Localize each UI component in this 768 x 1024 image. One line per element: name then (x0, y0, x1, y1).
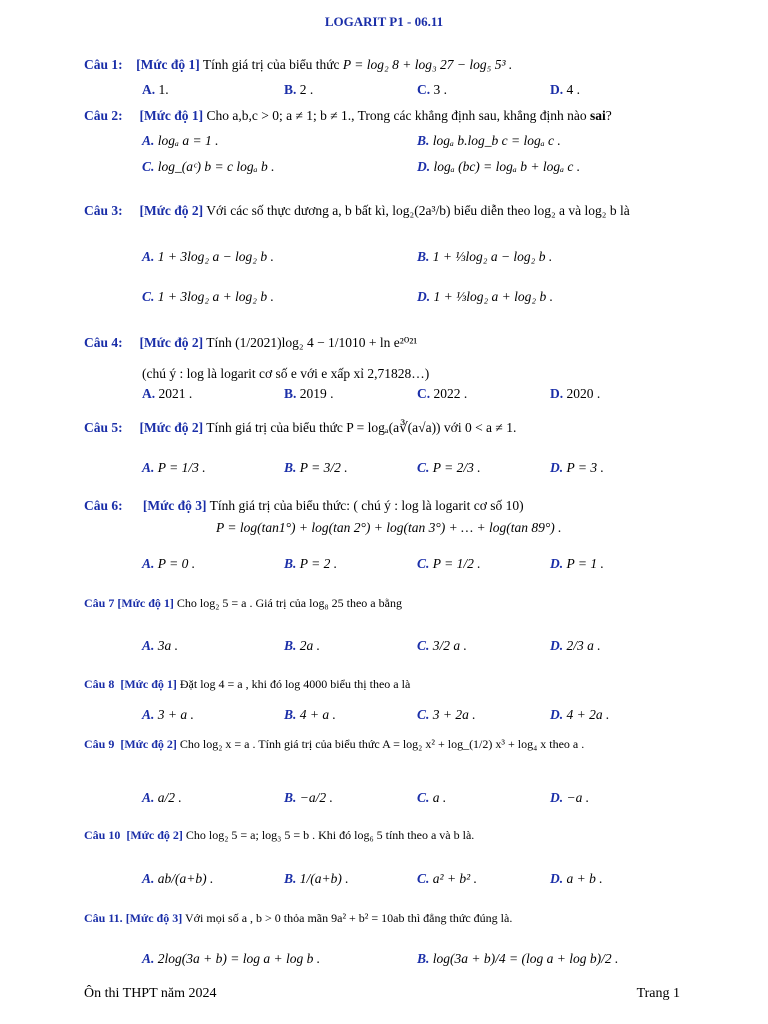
answer-row (142, 790, 702, 810)
answer-row (142, 951, 702, 971)
option-d[interactable]: D. 2/3 a . (550, 638, 601, 653)
emphasis-text: sai (590, 108, 606, 123)
option-a[interactable]: A. ab/(a+b) . (142, 871, 214, 886)
question-text: Với mọi số a , b > 0 thỏa mãn 9a² + b² = 10ab thì đẳng thức đúng là. (185, 911, 513, 925)
question-level: [Mức độ 2] (139, 335, 204, 350)
answer-row (142, 556, 702, 576)
question-text: Tính (1/2021)log₂ 4 − 1/1010 + ln e²⁰²¹ (206, 335, 418, 350)
answer-row (142, 133, 702, 153)
question-level: [Mức độ 3] (125, 911, 183, 925)
answer-row (142, 707, 702, 727)
option-d[interactable]: D. P = 3 . (550, 460, 604, 475)
question-text: Cho log₂ 5 = a; log₃ 5 = b . Khi đó log₆ 5 tính theo a và b là. (185, 828, 475, 842)
question-note: (chú ý : log là logarit cơ số e với e xấp xỉ 2,71828…) (142, 366, 430, 381)
question-10 (84, 828, 708, 843)
option-a[interactable]: A. 1 + 3log₂ a − log₂ b . (142, 249, 274, 264)
option-a[interactable]: A. 2021 . (142, 386, 193, 401)
question-number: Câu 6: (84, 498, 123, 513)
question-6 (84, 498, 708, 514)
option-b[interactable]: B. −a/2 . (284, 790, 333, 805)
option-d[interactable]: D. 1 + ⅓log₂ a + log₂ b . (417, 289, 553, 304)
option-a[interactable]: A. P = 0 . (142, 556, 196, 571)
question-number: Câu 2: (84, 108, 123, 123)
question-level: [Mức độ 1] (120, 677, 177, 691)
option-c[interactable]: C. 3 . (417, 82, 447, 97)
option-c[interactable]: C. a . (417, 790, 447, 805)
option-a[interactable]: A. 3 + a . (142, 707, 194, 722)
option-d[interactable]: D. 2020 . (550, 386, 601, 401)
question-text: Cho log₂ 5 = a . Giá trị của log₈ 25 theo a bằng (176, 596, 402, 610)
question-expression: P = log(tan1°) + log(tan 2°) + log(tan 3°) + … + log(tan 89°) . (216, 520, 562, 535)
option-c[interactable]: C. 1 + 3log₂ a + log₂ b . (142, 289, 274, 304)
question-level: [Mức độ 2] (126, 828, 183, 842)
question-level: [Mức độ 2] (120, 737, 177, 751)
option-a[interactable]: A. 1. (142, 82, 169, 97)
question-number: Câu 10 (84, 828, 121, 842)
question-3 (84, 203, 708, 219)
option-c[interactable]: C. log_(aᶜ) b = c logₐ b . (142, 159, 275, 174)
question-level: [Mức độ 3] (142, 498, 207, 513)
question-number: Câu 5: (84, 420, 123, 435)
option-d[interactable]: D. a + b . (550, 871, 603, 886)
page-number: Trang 1 (636, 986, 680, 1001)
option-d[interactable]: D. P = 1 . (550, 556, 604, 571)
question-1 (84, 57, 708, 73)
footer-left: Ôn thi THPT năm 2024 (84, 986, 217, 1001)
question-level: [Mức độ 1] (136, 57, 200, 72)
option-b[interactable]: B. P = 2 . (284, 556, 338, 571)
question-number: Câu 1: (84, 57, 123, 72)
option-b[interactable]: B. log(3a + b)/4 = (log a + log b)/2 . (417, 951, 619, 966)
question-level: [Mức độ 1] (139, 108, 204, 123)
answer-row (142, 249, 702, 269)
question-end: ? (605, 108, 612, 123)
question-number: Câu 7 (84, 596, 115, 610)
option-a[interactable]: A. P = 1/3 . (142, 460, 206, 475)
option-c[interactable]: C. a² + b² . (417, 871, 477, 886)
option-c[interactable]: C. 2022 . (417, 386, 468, 401)
option-c[interactable]: C. 3 + 2a . (417, 707, 476, 722)
option-c[interactable]: C. P = 2/3 . (417, 460, 481, 475)
option-b[interactable]: B. 4 + a . (284, 707, 336, 722)
answer-row (142, 159, 702, 179)
question-text: Cho log₂ x = a . Tính giá trị của biểu thức A = log₂ x² + log_(1/2) x³ + log₄ x theo a . (179, 737, 585, 751)
question-number: Câu 3: (84, 203, 123, 218)
option-b[interactable]: B. 2019 . (284, 386, 334, 401)
question-number: Câu 8 (84, 677, 115, 691)
question-number: Câu 11. (84, 911, 123, 925)
option-a[interactable]: A. a/2 . (142, 790, 182, 805)
page-title: LOGARIT P1 - 06.11 (324, 14, 444, 29)
option-b[interactable]: B. 1 + ⅓log₂ a − log₂ b . (417, 249, 553, 264)
question-text: Tính giá trị của biểu thức P = logₐ(a∛(a√a)) với 0 < a ≠ 1. (206, 420, 517, 435)
question-4 (84, 335, 708, 351)
answer-row (142, 460, 702, 480)
option-c[interactable]: C. 3/2 a . (417, 638, 467, 653)
option-d[interactable]: D. 4 . (550, 82, 580, 97)
question-7 (84, 596, 708, 611)
question-level: [Mức độ 2] (139, 420, 204, 435)
question-2 (84, 108, 708, 124)
question-11 (84, 911, 708, 926)
question-level: [Mức độ 1] (117, 596, 174, 610)
question-number: Câu 4: (84, 335, 123, 350)
question-8 (84, 677, 708, 692)
question-text: Tính giá trị của biểu thức: ( chú ý : log là logarit cơ số 10) (209, 498, 524, 513)
option-a[interactable]: A. logₐ a = 1 . (142, 133, 219, 148)
question-5 (84, 420, 708, 436)
option-d[interactable]: D. 4 + 2a . (550, 707, 610, 722)
question-text: Với các số thực dương a, b bất kì, log₂(2a³/b) biểu diễn theo log₂ a và log₂ b là (206, 203, 630, 218)
option-a[interactable]: A. 3a . (142, 638, 179, 653)
option-d[interactable]: D. −a . (550, 790, 590, 805)
option-c[interactable]: C. P = 1/2 . (417, 556, 481, 571)
answer-row (142, 871, 702, 891)
option-b[interactable]: B. 2a . (284, 638, 321, 653)
option-b[interactable]: B. P = 3/2 . (284, 460, 348, 475)
answer-row (142, 386, 702, 406)
question-text: Đặt log 4 = a , khi đó log 4000 biểu thị theo a là (179, 677, 411, 691)
question-level: [Mức độ 2] (139, 203, 204, 218)
answer-row (142, 289, 702, 309)
option-a[interactable]: A. 2log(3a + b) = log a + log b . (142, 951, 321, 966)
option-b[interactable]: B. 1/(a+b) . (284, 871, 349, 886)
question-text: Cho a,b,c > 0; a ≠ 1; b ≠ 1., Trong các khẳng định sau, khẳng định nào (206, 108, 590, 123)
question-expression: P = log₂ 8 + log₃ 27 − log₅ 5³ . (342, 57, 513, 72)
question-number: Câu 9 (84, 737, 115, 751)
answer-row (142, 638, 702, 658)
question-9 (84, 737, 708, 752)
option-d[interactable]: D. logₐ (bc) = logₐ b + logₐ c . (417, 159, 581, 174)
option-b[interactable]: B. 2 . (284, 82, 314, 97)
question-text: Tính giá trị của biểu thức (202, 57, 343, 72)
answer-row (142, 82, 702, 102)
option-b[interactable]: B. logₐ b.log_b c = logₐ c . (417, 133, 561, 148)
